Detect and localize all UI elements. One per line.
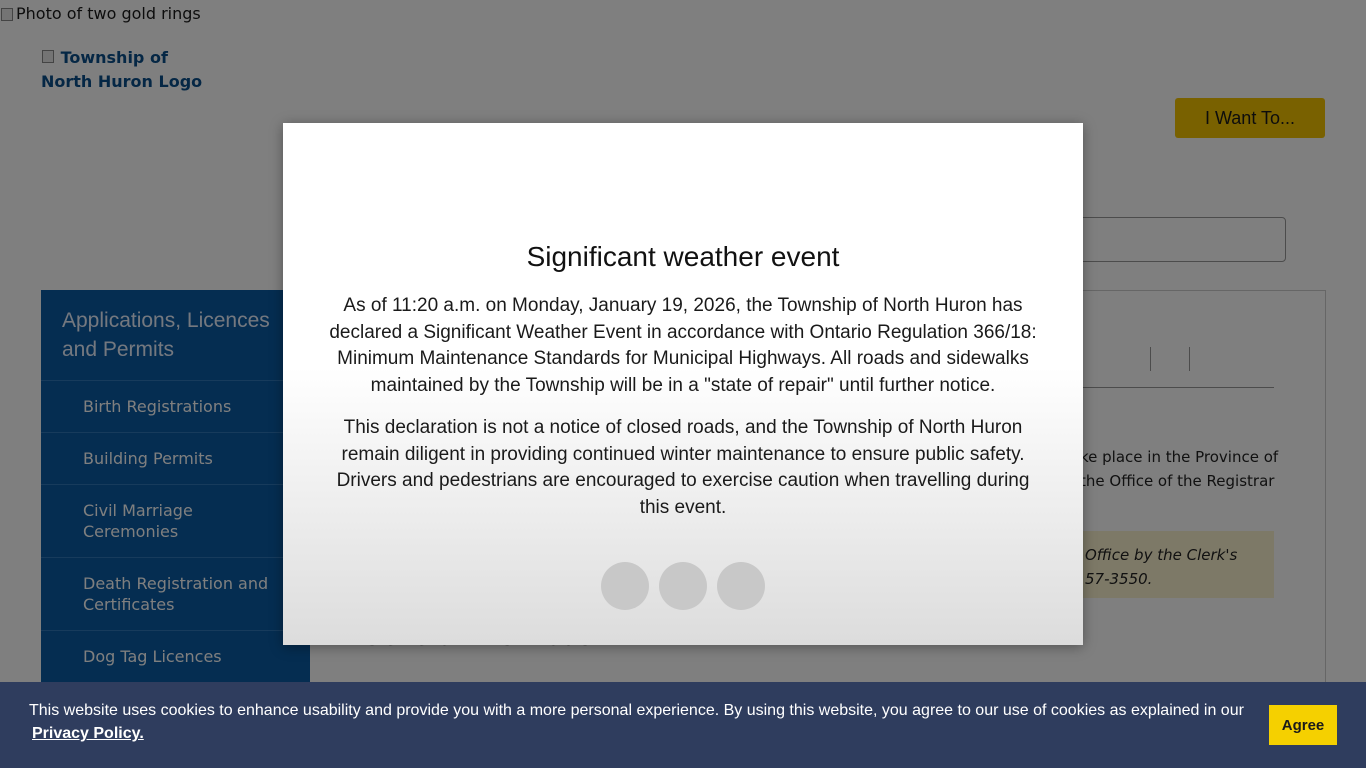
privacy-policy-link[interactable]: Privacy Policy. <box>32 725 144 742</box>
cookie-banner <box>0 682 1366 768</box>
modal-paragraph-1: As of 11:20 a.m. on Monday, January 19, 2026, the Township of North Huron has declared a Significant Weather Event in accordance with Ontario Regulation 366/18: Minimum Maintenance Standards for Municipal Highways. All roads and sidewalks maintained by the Township will be in a "state of repair" until further notice. <box>329 295 1037 396</box>
pager-dot-1[interactable] <box>601 562 649 610</box>
pager-dot-3[interactable] <box>717 562 765 610</box>
pager-dot-2[interactable] <box>659 562 707 610</box>
modal-title: Significant weather event <box>526 241 840 272</box>
agree-button[interactable]: Agree <box>1269 705 1337 745</box>
carousel-pager <box>601 562 765 610</box>
cookie-message: This website uses cookies to enhance usability and provide you with a more personal experience. By using this website, you agree to our use of cookies as explained in our <box>29 702 1244 719</box>
modal-paragraph-2: This declaration is not a notice of closed roads, and the Township of North Huron remain diligent in providing continued winter maintenance to ensure public safety. Drivers and pedestrians are encouraged to exercise caution when travelling during this event. <box>336 417 1030 518</box>
weather-alert-modal <box>283 123 1083 645</box>
